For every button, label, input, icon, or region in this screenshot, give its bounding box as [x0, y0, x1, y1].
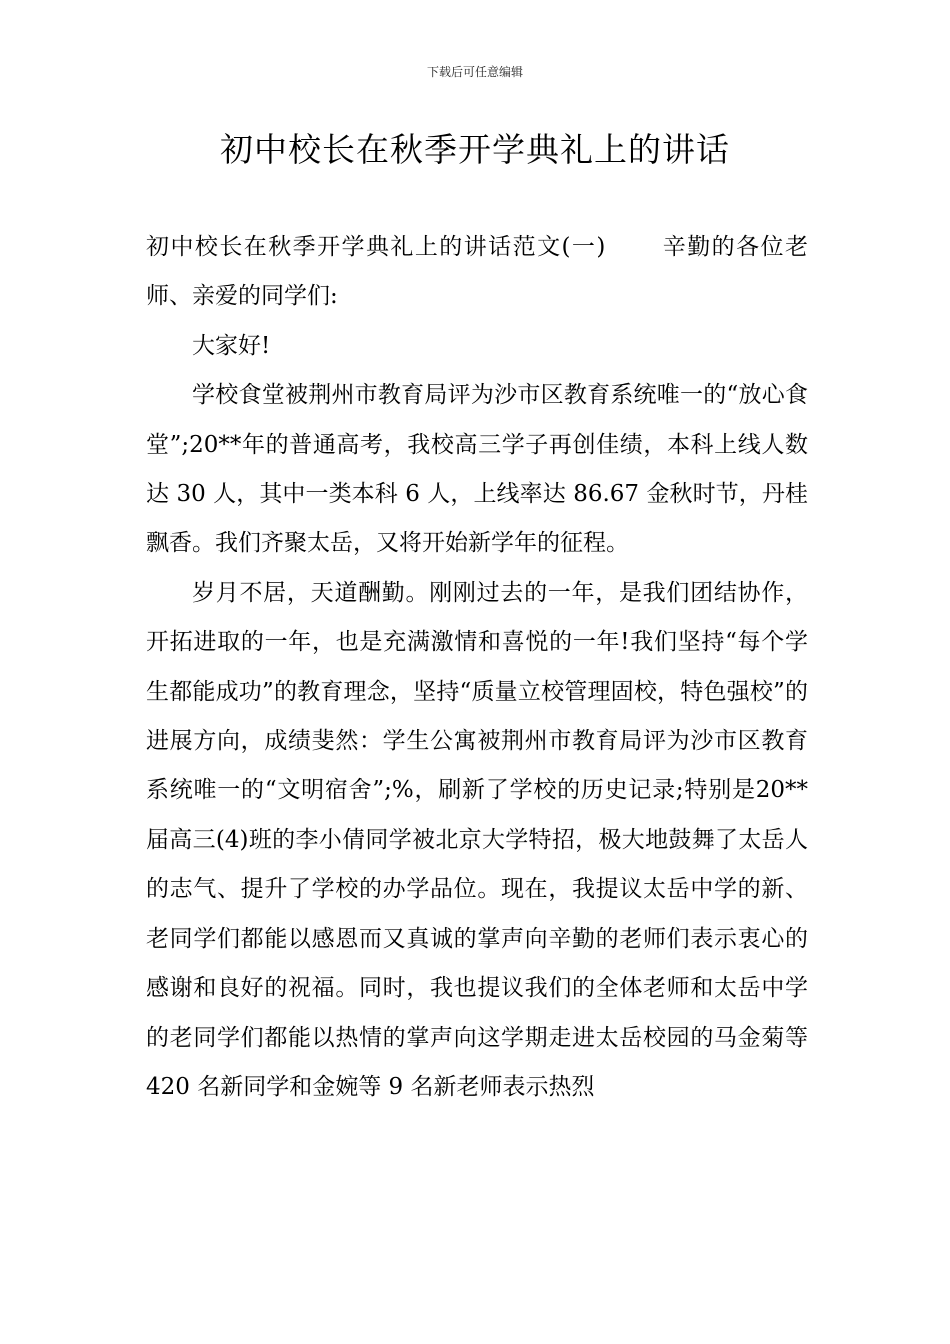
opening-heading: 初中校长在秋季开学典礼上的讲话范文(一) — [146, 234, 606, 260]
header-note: 下载后可任意编辑 — [426, 65, 523, 79]
document-body — [146, 223, 808, 1112]
paragraph-achievements: 学校食堂被荆州市教育局评为沙市区教育系统唯一的“放心食堂”;20**年的普通高考，我校高三学子再创佳绩，本科上线人数达 30 人，其中一类本科 6 人，上线率达 86.67 金秋时节，丹桂飘香。我们齐聚太岳，又将开始新学年的征程。 — [146, 382, 808, 557]
salutation: 辛勤的各位老师、亲爱的同学们: — [146, 234, 808, 310]
paragraph-greeting: 大家好! — [192, 332, 271, 359]
document-title: 初中校长在秋季开学典礼上的讲话 — [220, 130, 730, 169]
opening-paragraph — [146, 223, 808, 322]
paragraph-review: 岁月不居，天道酬勤。刚刚过去的一年，是我们团结协作，开拓进取的一年，也是充满激情和喜悦的一年!我们坚持“每个学生都能成功”的教育理念，坚持“质量立校管理固校，特色强校”的进展方向，成绩斐然：学生公寓被荆州市教育局评为沙市区教育系统唯一的“文明宿舍”;%，刷新了学校的历史记录;特别是20**届高三(4)班的李小倩同学被北京大学特招，极大地鼓舞了太岳人的志气、提升了学校的办学品位。现在，我提议太岳中学的新、老同学们都能以感恩而又真诚的掌声向辛勤的老师们表示衷心的感谢和良好的祝福。同时，我也提议我们的全体老师和太岳中学的老同学们都能以热情的掌声向这学期走进太岳校园的马金菊等 420 名新同学和金婉等 9 名新老师表示热烈 — [146, 579, 808, 1100]
